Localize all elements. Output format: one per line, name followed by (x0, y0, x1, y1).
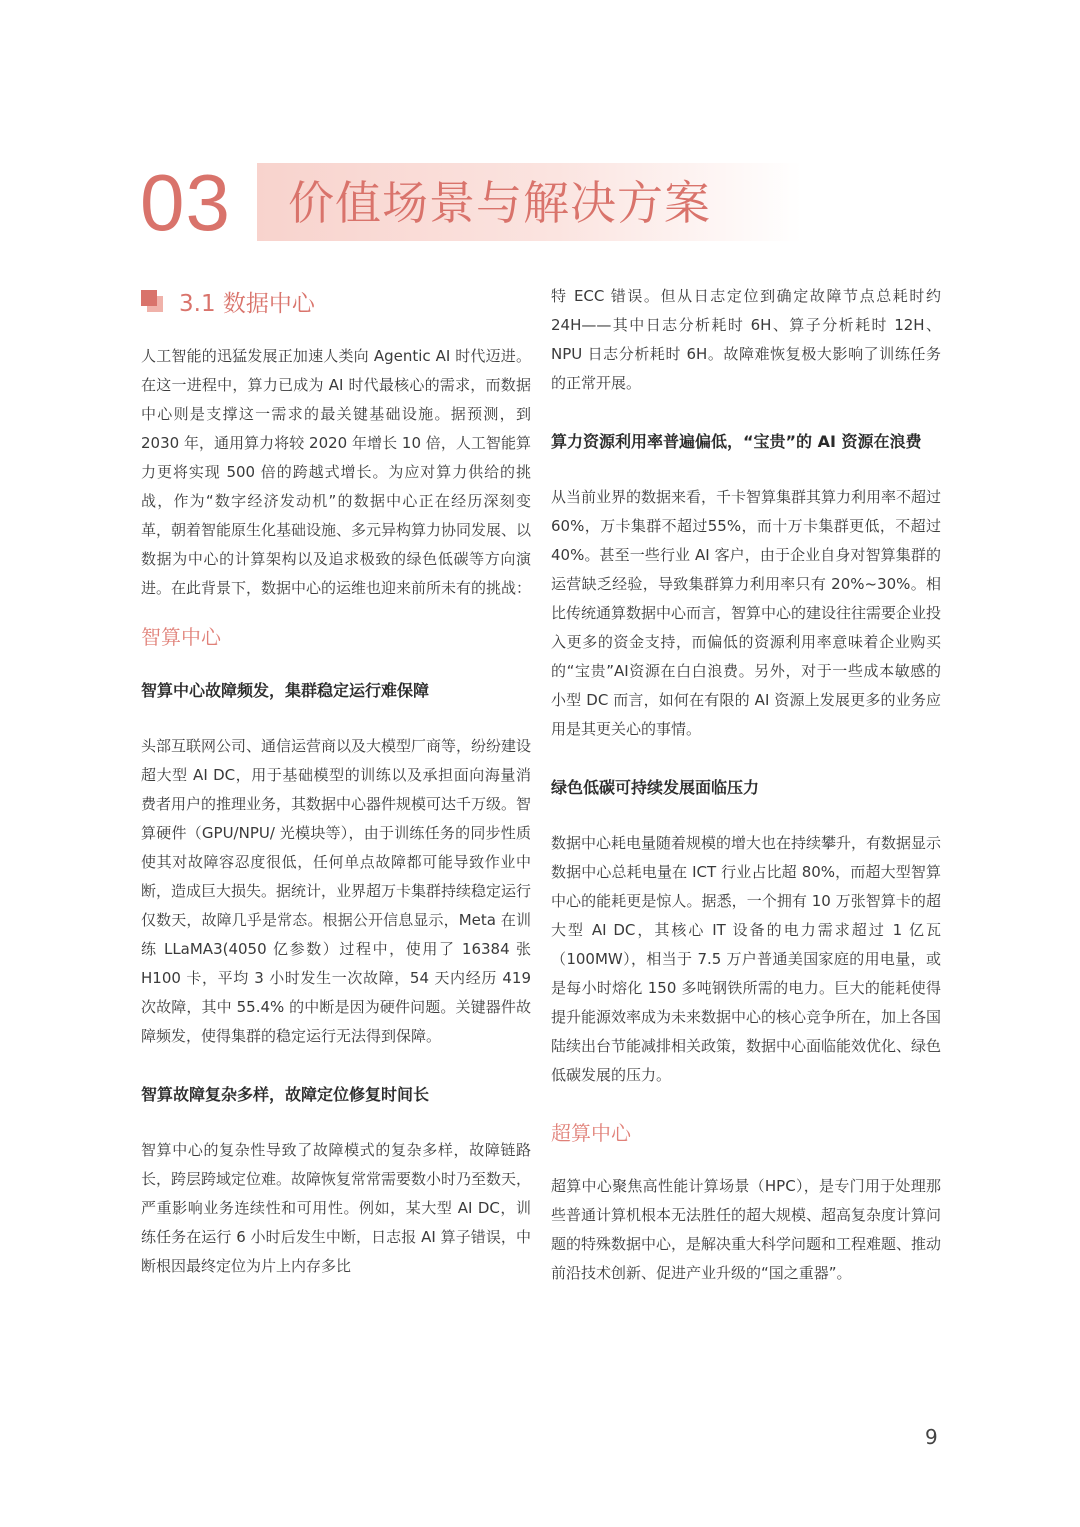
intro-paragraph: 人工智能的迅猛发展正加速人类向 Agentic AI 时代迈进。在这一进程中，算力已成为 AI 时代最核心的需求，而数据中心则是支撑这一需求的最关键基础设施。据预测，到 2030 年，通用算力将较 2020 年增长 10 倍，人工智能算力更将实现 500 倍的跨越式增长。为应对算力供给的挑战，作为“数字经济发动机”的数据中心正在经历深刻变革，朝着智能原生化基础设施、多元异构算力协同发展、以数据为中心的计算架构以及追求极致的绿色低碳等方向演进。在此背景下，数据中心的运维也迎来前所未有的挑战： (141, 347, 532, 597)
paragraph-fault-complex: 智算中心的复杂性导致了故障模式的复杂多样，故障链路长，跨层跨域定位难。故障恢复常常需要数小时乃至数天，严重影响业务连续性和可用性。例如，某大型 AI DC，训练任务在运行 6 小时后发生中断，日志报 AI 算子错误，中断根因最终定位为片上内存多比 (141, 1141, 532, 1275)
subsection-title-supercomputing: 超算中心 (551, 1121, 631, 1145)
subsection-title-ai-center: 智算中心 (141, 625, 221, 649)
paragraph-supercomputing: 超算中心聚焦高性能计算场景（HPC），是专门用于处理那些普通计算机根本无法胜任的超大规模、超高复杂度计算问题的特殊数据中心，是解决重大科学问题和工程难题、推动前沿技术创新、促进产业升级的“国之重器”。 (551, 1177, 942, 1282)
paragraph-continued: 特 ECC 错误。但从日志定位到确定故障节点总耗时约 24H——其中日志分析耗时 6H、算子分析耗时 12H、NPU 日志分析耗时 6H。故障难恢复极大影响了训练任务的正常开展。 (551, 287, 941, 392)
heading-low-utilization: 算力资源利用率普遍偏低，“宝贵”的 AI 资源在浪费 (551, 432, 922, 451)
section-heading (141, 282, 531, 320)
page-number: 9 (925, 1425, 938, 1449)
square-bullet-icon (141, 290, 163, 312)
section-title: 3.1 数据中心 (179, 290, 315, 317)
paragraph-green-pressure: 数据中心耗电量随着规模的增大也在持续攀升，有数据显示数据中心总耗电量在 ICT 行业占比超 80%，而超大型智算中心的能耗更是惊人。据悉，一个拥有 10 万张智算卡的超大型 AI DC，其核心 IT 设备的电力需求超过 1 亿瓦（100MW），相当于 7.5 万户普通美国家庭的用电量，或是每小时熔化 150 多吨钢铁所需的电力。巨大的能耗使得提升能源效率成为未来数据中心的核心竞争所在，加上各国陆续出台节能减排相关政策，数据中心面临能效优化、绿色低碳发展的压力。 (551, 834, 942, 1084)
chapter-title: 价值场景与解决方案 (288, 176, 711, 230)
heading-fault-complex: 智算故障复杂多样，故障定位修复时间长 (141, 1085, 430, 1104)
paragraph-fault-frequent: 头部互联网公司、通信运营商以及大模型厂商等，纷纷建设超大型 AI DC，用于基础模型的训练以及承担面向海量消费者用户的推理业务，其数据中心器件规模可达千万级。智算硬件（GPU/NPU/ 光模块等），由于训练任务的同步性质使其对故障容忍度很低，任何单点故障都可能导致作业中断，造成巨大损失。据统计，业界超万卡集群持续稳定运行仅数天，故障几乎是常态。根据公开信息显示，Meta 在训练 LLaMA3(4050 亿参数）过程中，使用了 16384 张 H100 卡，平均 3 小时发生一次故障，54 天内经历 419 次故障，其中 55.4% 的中断是因为硬件问题。关键器件故障频发，使得集群的稳定运行无法得到保障。 (141, 737, 532, 1045)
chapter-number: 03 (140, 158, 231, 247)
heading-green-pressure: 绿色低碳可持续发展面临压力 (551, 778, 760, 797)
left-column (141, 282, 531, 1281)
heading-fault-frequent: 智算中心故障频发，集群稳定运行难保障 (141, 681, 430, 700)
paragraph-low-utilization: 从当前业界的数据来看，千卡智算集群其算力利用率不超过60%，万卡集群不超过55%，而十万卡集群更低，不超过 40%。甚至一些行业 AI 客户，由于企业自身对智算集群的运营缺乏经验，导致集群算力利用率只有 20%~30%。相比传统通算数据中心而言，智算中心的建设往往需要企业投入更多的资金支持，而偏低的资源利用率意味着企业购买的“宝贵”AI资源在白白浪费。另外，对于一些成本敏感的小型 DC 而言，如何在有限的 AI 资源上发展更多的业务应用是其更关心的事情。 (551, 488, 942, 738)
right-column (551, 282, 941, 1288)
